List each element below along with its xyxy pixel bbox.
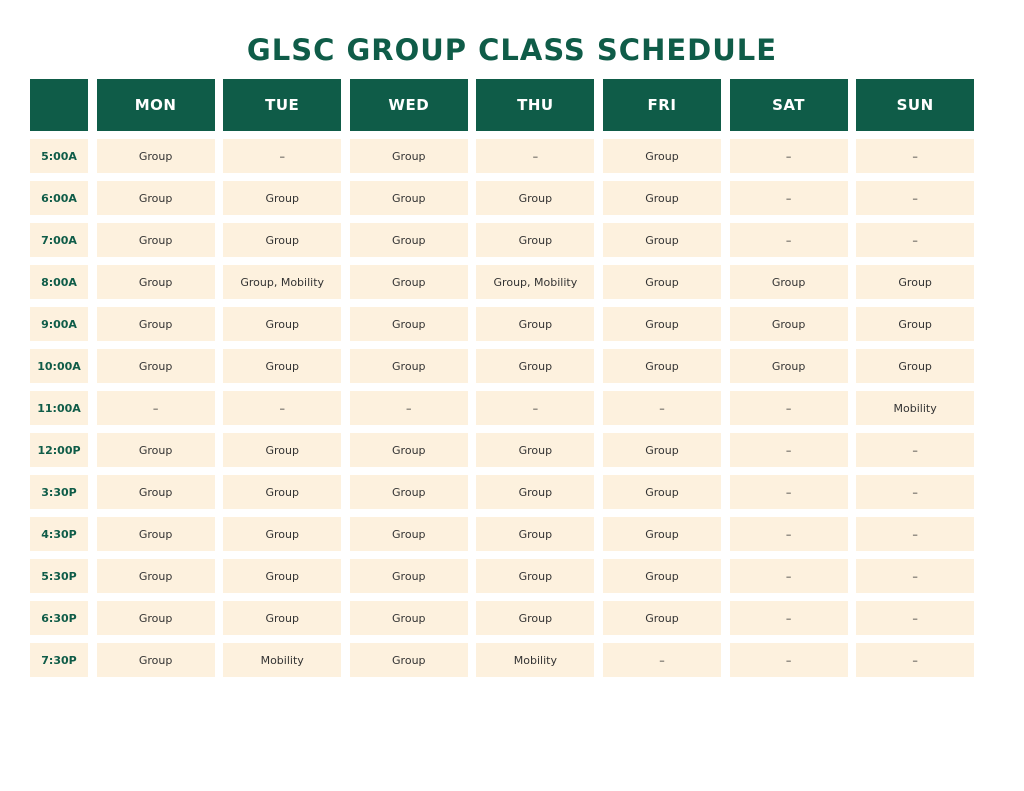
schedule-cell: Group	[350, 433, 468, 467]
schedule-cell: –	[603, 391, 721, 425]
day-header-mon: MON	[97, 79, 215, 131]
schedule-cell: Group	[476, 517, 594, 551]
schedule-cell: Group	[223, 349, 341, 383]
time-slot-label: 3:30P	[30, 475, 88, 509]
schedule-cell: Group	[97, 223, 215, 257]
schedule-cell: Group	[730, 349, 848, 383]
schedule-cell: Group	[350, 307, 468, 341]
schedule-cell: Group	[603, 181, 721, 215]
schedule-cell: –	[856, 517, 974, 551]
schedule-cell: –	[730, 475, 848, 509]
schedule-cell: –	[856, 223, 974, 257]
schedule-cell: Group, Mobility	[476, 265, 594, 299]
schedule-cell: Group	[350, 601, 468, 635]
schedule-cell: Group	[476, 307, 594, 341]
schedule-cell: Group	[603, 307, 721, 341]
schedule-cell: Group	[223, 517, 341, 551]
schedule-cell: Group	[476, 601, 594, 635]
schedule-cell: –	[476, 391, 594, 425]
schedule-cell: Group	[603, 475, 721, 509]
schedule-cell: Group	[350, 559, 468, 593]
schedule-cell: –	[856, 643, 974, 677]
day-header-wed: WED	[350, 79, 468, 131]
schedule-cell: Mobility	[856, 391, 974, 425]
schedule-cell: Group	[603, 139, 721, 173]
schedule-cell: Group	[97, 181, 215, 215]
schedule-cell: Group	[350, 475, 468, 509]
schedule-cell: Group	[476, 181, 594, 215]
schedule-cell: Group	[223, 475, 341, 509]
time-slot-label: 12:00P	[30, 433, 88, 467]
schedule-cell: Group	[97, 433, 215, 467]
schedule-cell: Group	[223, 223, 341, 257]
schedule-cell: Group	[350, 643, 468, 677]
schedule-cell: –	[476, 139, 594, 173]
schedule-cell: Group	[97, 139, 215, 173]
schedule-cell: Group	[730, 307, 848, 341]
schedule-cell: –	[223, 391, 341, 425]
schedule-cell: –	[730, 643, 848, 677]
schedule-cell: Group	[97, 475, 215, 509]
schedule-cell: Group	[603, 349, 721, 383]
schedule-cell: Group	[97, 349, 215, 383]
schedule-cell: Group	[97, 559, 215, 593]
schedule-cell: –	[730, 559, 848, 593]
schedule-cell: –	[730, 433, 848, 467]
schedule-cell: –	[856, 475, 974, 509]
time-slot-label: 8:00A	[30, 265, 88, 299]
time-slot-label: 7:00A	[30, 223, 88, 257]
schedule-cell: Mobility	[223, 643, 341, 677]
time-slot-label: 5:00A	[30, 139, 88, 173]
schedule-cell: Group	[350, 139, 468, 173]
day-header-fri: FRI	[603, 79, 721, 131]
schedule-cell: Group	[350, 181, 468, 215]
time-slot-label: 7:30P	[30, 643, 88, 677]
schedule-cell: –	[730, 391, 848, 425]
schedule-table	[30, 79, 974, 677]
schedule-cell: –	[856, 139, 974, 173]
day-header-sun: SUN	[856, 79, 974, 131]
time-slot-label: 6:30P	[30, 601, 88, 635]
schedule-cell: Group	[350, 223, 468, 257]
schedule-cell: Group	[350, 517, 468, 551]
time-slot-label: 5:30P	[30, 559, 88, 593]
schedule-cell: Group	[97, 601, 215, 635]
schedule-cell: Group	[223, 559, 341, 593]
schedule-cell: Group	[856, 349, 974, 383]
schedule-cell: Group	[476, 475, 594, 509]
schedule-cell: –	[730, 517, 848, 551]
schedule-cell: –	[350, 391, 468, 425]
schedule-cell: Mobility	[476, 643, 594, 677]
schedule-cell: –	[856, 181, 974, 215]
time-slot-label: 6:00A	[30, 181, 88, 215]
schedule-cell: Group, Mobility	[223, 265, 341, 299]
schedule-cell: Group	[856, 307, 974, 341]
schedule-cell: Group	[97, 265, 215, 299]
schedule-cell: –	[856, 559, 974, 593]
schedule-cell: Group	[730, 265, 848, 299]
schedule-cell: Group	[350, 265, 468, 299]
schedule-cell: Group	[97, 307, 215, 341]
schedule-cell: –	[730, 181, 848, 215]
time-slot-label: 10:00A	[30, 349, 88, 383]
schedule-cell: –	[223, 139, 341, 173]
schedule-cell: Group	[97, 517, 215, 551]
schedule-cell: Group	[603, 433, 721, 467]
time-slot-label: 11:00A	[30, 391, 88, 425]
schedule-cell: Group	[350, 349, 468, 383]
schedule-cell: Group	[476, 559, 594, 593]
day-header-sat: SAT	[730, 79, 848, 131]
schedule-cell: Group	[603, 559, 721, 593]
time-slot-label: 9:00A	[30, 307, 88, 341]
day-header-thu: THU	[476, 79, 594, 131]
schedule-cell: Group	[476, 349, 594, 383]
day-header-tue: TUE	[223, 79, 341, 131]
schedule-cell: –	[603, 643, 721, 677]
schedule-cell: Group	[223, 601, 341, 635]
schedule-cell: –	[97, 391, 215, 425]
schedule-cell: Group	[223, 181, 341, 215]
schedule-cell: Group	[476, 223, 594, 257]
schedule-cell: –	[856, 601, 974, 635]
schedule-cell: –	[730, 139, 848, 173]
schedule-cell: Group	[603, 223, 721, 257]
schedule-cell: Group	[97, 643, 215, 677]
corner-header-cell	[30, 79, 88, 131]
schedule-cell: Group	[856, 265, 974, 299]
schedule-cell: Group	[603, 517, 721, 551]
schedule-cell: Group	[223, 433, 341, 467]
page-title: GLSC GROUP CLASS SCHEDULE	[246, 33, 778, 67]
time-slot-label: 4:30P	[30, 517, 88, 551]
schedule-cell: –	[856, 433, 974, 467]
schedule-cell: –	[730, 601, 848, 635]
schedule-cell: Group	[223, 307, 341, 341]
schedule-cell: –	[730, 223, 848, 257]
schedule-cell: Group	[476, 433, 594, 467]
schedule-cell: Group	[603, 265, 721, 299]
schedule-cell: Group	[603, 601, 721, 635]
